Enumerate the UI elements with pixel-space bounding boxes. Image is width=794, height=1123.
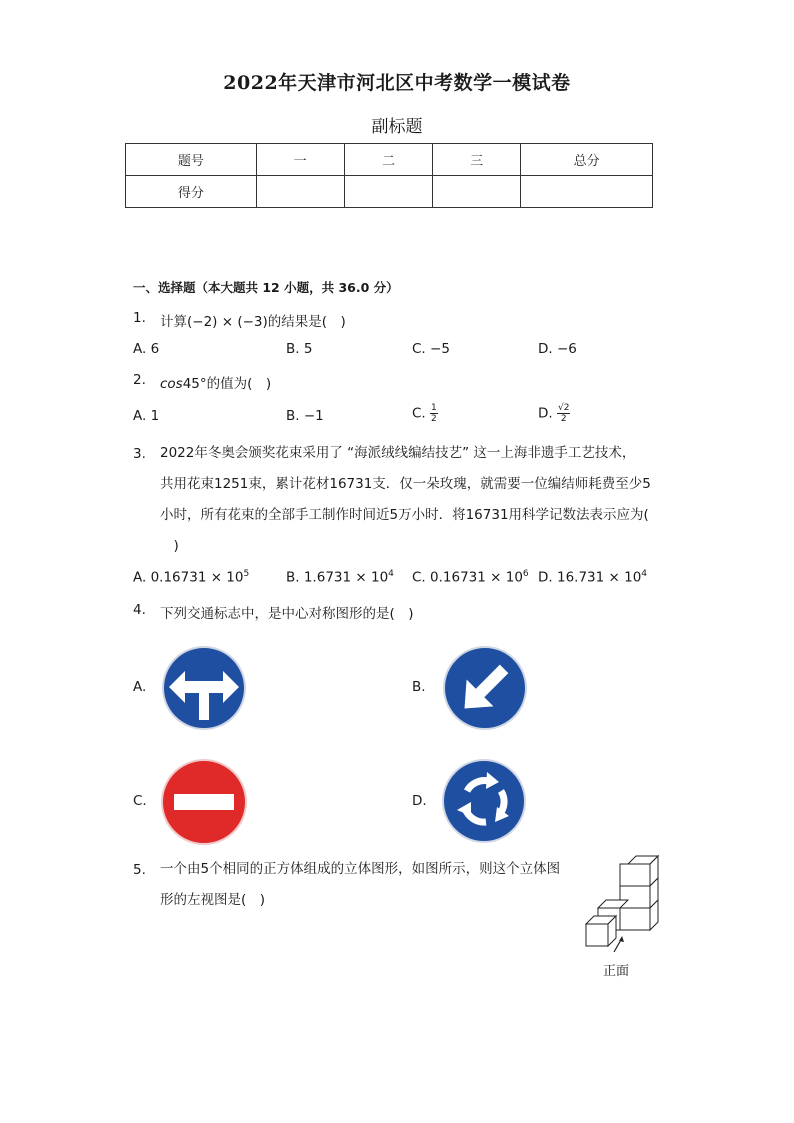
option-d: D.	[412, 793, 427, 809]
exponent: 4	[388, 569, 394, 579]
question-number: 5.	[133, 862, 146, 878]
exponent: 5	[243, 569, 250, 579]
exponent: 6	[522, 569, 529, 579]
question-number: 4.	[133, 602, 146, 618]
question-line: 一个由5个相同的正方体组成的立体图形，如图所示，则这个立体图	[160, 861, 561, 877]
option-b: B. 5	[286, 341, 313, 357]
table-cell: 总分	[521, 144, 653, 176]
question-number: 3.	[133, 446, 146, 462]
score-table	[125, 143, 653, 208]
question-line: 小时，所有花束的全部手工制作时间近5万小时．将16731用科学记数法表示应为(	[160, 507, 649, 523]
fraction	[557, 403, 570, 424]
option-b: B. −1	[286, 408, 324, 424]
option-label: C.	[412, 405, 426, 422]
fraction-numerator: √2	[557, 403, 570, 413]
table-cell: 三	[433, 144, 521, 176]
question-text	[160, 854, 560, 916]
table-cell	[256, 176, 344, 208]
question-text: 下列交通标志中，是中心对称图形的是( )	[160, 606, 414, 622]
option-label: D.	[538, 405, 553, 422]
page-subtitle: 副标题	[371, 117, 423, 137]
question-text-rest: 45°的值为( )	[182, 376, 272, 392]
fraction	[430, 403, 438, 424]
option-c: C.	[133, 793, 147, 809]
option-d	[538, 569, 647, 586]
fraction-denominator: 2	[560, 414, 567, 424]
question-text: 计算(−2) × (−3)的结果是( )	[160, 314, 346, 330]
option-d: D. −6	[538, 341, 577, 357]
table-cell	[344, 176, 433, 208]
option-a	[133, 569, 249, 586]
option-c: C. −5	[412, 341, 450, 357]
table-cell: 题号	[126, 144, 257, 176]
option-text: D. 16.731 × 10	[538, 569, 642, 586]
table-row	[126, 176, 653, 208]
table-cell	[521, 176, 653, 208]
option-c	[412, 569, 529, 586]
turn-left-right-sign-icon	[161, 645, 247, 731]
fraction-numerator: 1	[431, 403, 437, 413]
option-text: A. 0.16731 × 10	[133, 569, 244, 586]
cos-function: cos	[160, 376, 183, 392]
option-text: B. 1.6731 × 10	[286, 569, 389, 586]
exponent: 4	[641, 569, 648, 579]
option-a: A.	[133, 679, 147, 695]
question-line: 形的左视图是( )	[160, 892, 266, 908]
table-cell	[433, 176, 521, 208]
question-text	[160, 438, 680, 562]
option-c	[412, 403, 438, 424]
table-cell: 得分	[126, 176, 257, 208]
question-number: 1.	[133, 310, 146, 326]
cube-stack-figure	[580, 852, 664, 952]
option-b	[286, 569, 394, 586]
arrow-down-left-sign-icon	[442, 645, 528, 731]
option-text: C. 0.16731 × 10	[412, 569, 523, 586]
table-row	[126, 144, 653, 176]
question-line: )	[160, 538, 179, 554]
table-cell: 一	[256, 144, 344, 176]
section-heading: 一、选择题（本大题共 12 小题，共 36.0 分）	[133, 280, 399, 295]
figure-label: 正面	[603, 964, 630, 979]
page-title: 2022年天津市河北区中考数学一模试卷	[223, 72, 571, 94]
question-text	[160, 372, 271, 392]
option-d	[538, 403, 570, 424]
option-a: A. 1	[133, 408, 160, 424]
table-cell: 二	[344, 144, 433, 176]
question-line: 2022年冬奥会颁奖花束采用了 “海派绒线编结技艺” 这一上海非遗手工艺技术，	[160, 445, 636, 461]
question-line: 共用花束1251束，累计花材16731支．仅一朵玫瑰，就需要一位编结师耗费至少5	[160, 476, 651, 492]
roundabout-sign-icon	[441, 758, 527, 844]
option-a: A. 6	[133, 341, 160, 357]
question-number: 2.	[133, 372, 146, 388]
option-b: B.	[412, 679, 426, 695]
fraction-denominator: 2	[431, 414, 437, 424]
no-entry-sign-icon	[160, 758, 248, 846]
